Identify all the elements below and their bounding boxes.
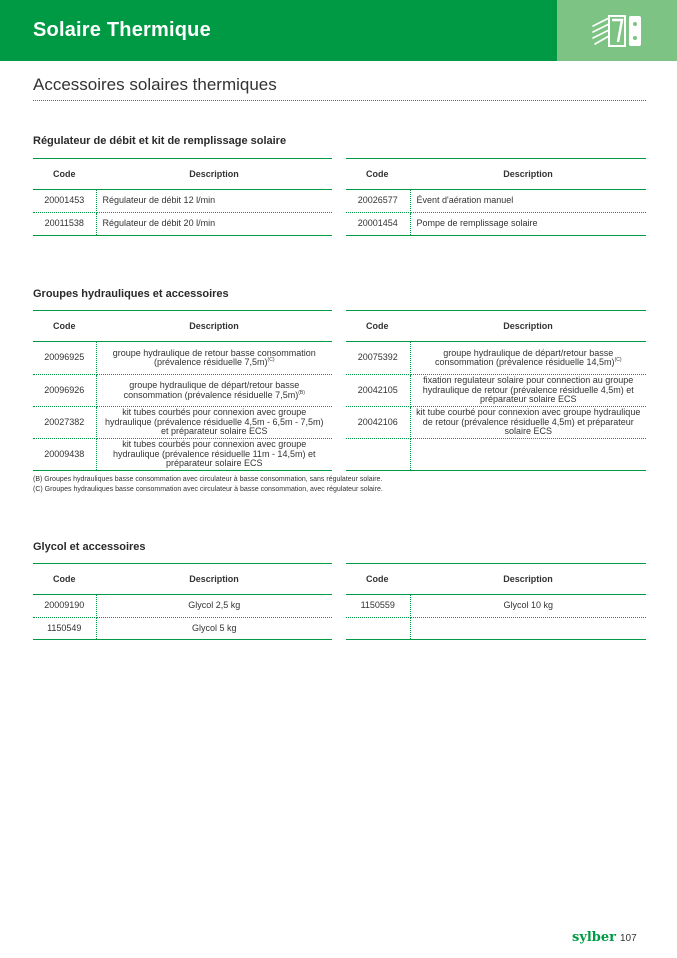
table-glycol-left [33,563,332,640]
product-code: 1150549 [33,618,96,640]
section-title-glycol: Glycol et accessoires [33,541,146,553]
column-header-description: Description [96,159,332,190]
description-text: groupe hydraulique de départ/retour basse consommation (prévalence résiduelle 7,5m) [123,380,300,400]
section-title-regulateur: Régulateur de débit et kit de remplissage solaire [33,135,287,147]
page-title: Accessoires solaires thermiques [33,75,277,94]
table-glycol-right [346,563,646,640]
product-description [96,342,332,375]
column-header-code: Code [346,311,410,342]
product-description: Glycol 10 kg [410,595,646,618]
column-header-code: Code [33,159,96,190]
product-code: 20026577 [346,190,410,213]
table-regulateur-right [346,158,646,236]
product-code: 20001453 [33,190,96,213]
table-row [33,190,332,213]
table-row [33,407,332,439]
product-code: 20075392 [346,342,410,375]
product-code [346,439,410,471]
footnote-marker: (B) [298,389,305,396]
product-description [96,375,332,407]
product-description: kit tubes courbés pour connexion avec groupe hydraulique (prévalence résiduelle 11m - 14,5m) et préparateur solaire ECS [96,439,332,471]
product-code: 20042105 [346,375,410,407]
column-header-description: Description [410,311,646,342]
table-row [346,190,646,213]
product-description [410,342,646,375]
table-row [33,618,332,640]
footnotes [33,475,383,495]
product-description [410,618,646,640]
solar-collector-icon [591,12,645,50]
footnote-c: (C) Groupes hydrauliques basse consommation avec circulateur à basse consommation, avec régulateur solaire. [33,486,383,493]
table-row-empty [346,618,646,640]
product-code: 20096925 [33,342,96,375]
product-code: 20042106 [346,407,410,439]
product-description [410,439,646,471]
column-header-description: Description [96,564,332,595]
product-code: 20027382 [33,407,96,439]
table-row [346,595,646,618]
table-row [346,213,646,236]
description-text: groupe hydraulique de départ/retour basse consommation (prévalence résiduelle 14,5m) [434,347,615,367]
product-description: Régulateur de débit 12 l/min [96,190,332,213]
product-code: 20011538 [33,213,96,236]
column-header-description: Description [96,311,332,342]
product-code: 20001454 [346,213,410,236]
footnote-b: (B) Groupes hydrauliques basse consommation avec circulateur à basse consommation, sans régulateur solaire. [33,476,383,483]
column-header-code: Code [346,159,410,190]
table-groupes-left [33,310,332,471]
table-row [33,342,332,375]
product-code: 20009190 [33,595,96,618]
table-row [33,375,332,407]
title-divider [33,100,646,101]
product-code [346,618,410,640]
table-row [346,407,646,439]
column-header-description: Description [410,564,646,595]
footnote-marker: (C) [614,357,622,363]
column-header-code: Code [346,564,410,595]
page-number: 107 [620,933,637,944]
product-description: Pompe de remplissage solaire [410,213,646,236]
product-description: fixation regulateur solaire pour connection au groupe hydraulique de retour (prévalence résiduelle 4,5m) et préparateur solaire ECS [410,375,646,407]
product-description: kit tube courbé pour connexion avec groupe hydraulique de retour (prévalence résiduelle 4,5m) et préparateur solaire ECS [410,407,646,439]
product-code: 20009438 [33,439,96,471]
product-description: Évent d'aération manuel [410,190,646,213]
product-description: kit tubes courbés pour connexion avec groupe hydraulique (prévalence résiduelle 4,5m - 6,5m - 7,5m) et préparateur solaire ECS [96,407,332,439]
product-description: Régulateur de débit 20 l/min [96,213,332,236]
table-row [33,439,332,471]
table-row-empty [346,439,646,471]
header-icon-box [557,0,677,61]
product-code: 20096926 [33,375,96,407]
table-groupes-right [346,310,646,471]
column-header-description: Description [410,159,646,190]
table-regulateur-left [33,158,332,236]
brand-logo: sylber [572,930,617,945]
table-row [346,375,646,407]
table-row [33,213,332,236]
table-row [346,342,646,375]
column-header-code: Code [33,564,96,595]
column-header-code: Code [33,311,96,342]
header-banner [0,0,677,61]
description-text: groupe hydraulique de retour basse consommation (prévalence résiduelle 7,5m) [112,347,316,367]
product-code: 1150559 [346,595,410,618]
product-description: Glycol 5 kg [96,618,332,640]
product-description: Glycol 2,5 kg [96,595,332,618]
section-heading: Solaire Thermique [33,19,211,41]
footnote-marker: (C) [267,357,275,363]
table-row [33,595,332,618]
section-title-groupes: Groupes hydrauliques et accessoires [33,288,229,300]
